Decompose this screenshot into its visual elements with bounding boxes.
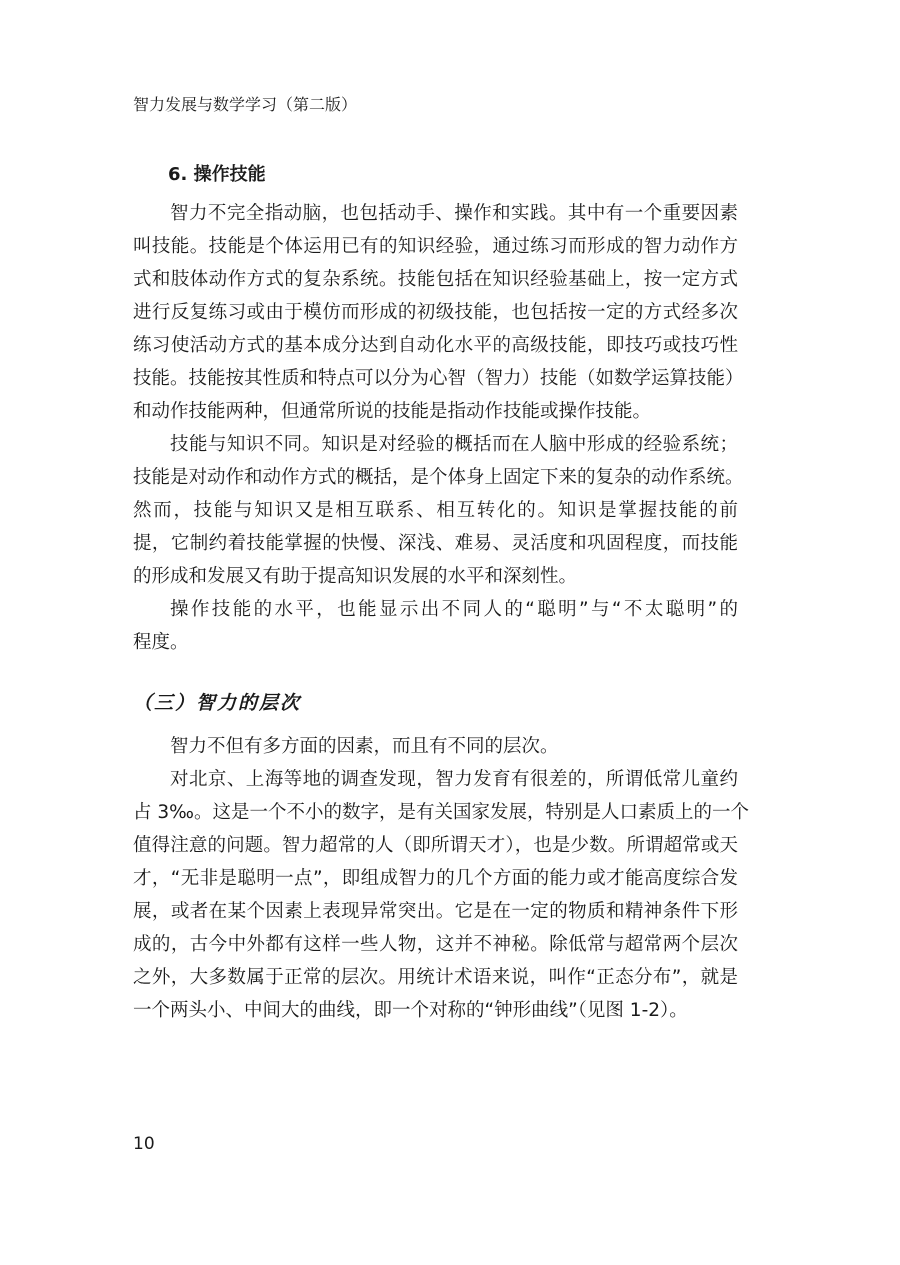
text-line: 才，“无非是聪明一点”，即组成智力的几个方面的能力或才能高度综合发 — [133, 868, 738, 889]
section-heading: （三）智力的层次 — [133, 692, 302, 714]
page-number: 10 — [133, 1134, 155, 1154]
text-line: 和动作技能两种，但通常所说的技能是指动作技能或操作技能。 — [133, 401, 652, 422]
text-line: 然而，技能与知识又是相互联系、相互转化的。知识是掌握技能的前 — [133, 500, 738, 521]
text-line: 占 3‰。这是一个不小的数字，是有关国家发展，特别是人口素质上的一个 — [133, 802, 749, 823]
paragraph — [133, 763, 749, 1027]
text-line: 提，它制约着技能掌握的快慢、深浅、难易、灵活度和巩固程度，而技能 — [133, 533, 738, 554]
text-line: 对北京、上海等地的调查发现，智力发育有很差的，所谓低常儿童约 — [170, 769, 738, 790]
text-line: 值得注意的问题。智力超常的人（即所谓天才），也是少数。所谓超常或天 — [133, 835, 738, 856]
text-line: 智力不但有多方面的因素，而且有不同的层次。 — [170, 736, 559, 757]
text-line: 式和肢体动作方式的复杂系统。技能包括在知识经验基础上，按一定方式 — [133, 269, 738, 290]
subsection-heading: 6. 操作技能 — [168, 164, 266, 185]
text-line: 的形成和发展又有助于提高知识发展的水平和深刻性。 — [133, 566, 578, 587]
running-header: 智力发展与数学学习（第二版） — [133, 95, 358, 114]
paragraph — [133, 428, 744, 593]
text-line: 智力不完全指动脑，也包括动手、操作和实践。其中有一个重要因素 — [170, 203, 738, 224]
text-line: 一个两头小、中间大的曲线，即一个对称的“钟形曲线”（见图 1-2）。 — [133, 1000, 688, 1021]
text-line: 展，或者在某个因素上表现异常突出。它是在一定的物质和精神条件下形 — [133, 901, 738, 922]
text-line: 叫技能。技能是个体运用已有的知识经验，通过练习而形成的智力动作方 — [133, 236, 738, 257]
text-line: 技能与知识不同。知识是对经验的概括而在人脑中形成的经验系统； — [170, 434, 738, 455]
paragraph — [133, 197, 744, 428]
text-line: 技能是对动作和动作方式的概括，是个体身上固定下来的复杂的动作系统。 — [133, 467, 744, 488]
paragraph — [133, 730, 738, 763]
paragraph — [133, 593, 738, 659]
text-line: 成的，古今中外都有这样一些人物，这并不神秘。除低常与超常两个层次 — [133, 934, 738, 955]
section-6-body — [133, 197, 744, 659]
text-line: 之外，大多数属于正常的层次。用统计术语来说，叫作“正态分布”，就是 — [133, 967, 738, 988]
text-line: 程度。 — [133, 632, 189, 653]
text-line: 进行反复练习或由于模仿而形成的初级技能，也包括按一定的方式经多次 — [133, 302, 738, 323]
text-line: 操作技能的水平，也能显示出不同人的“聪明”与“不太聪明”的 — [170, 599, 738, 620]
text-line: 技能。技能按其性质和特点可以分为心智（智力）技能（如数学运算技能） — [133, 368, 744, 389]
section-3-body — [133, 730, 749, 1027]
text-line: 练习使活动方式的基本成分达到自动化水平的高级技能，即技巧或技巧性 — [133, 335, 738, 356]
